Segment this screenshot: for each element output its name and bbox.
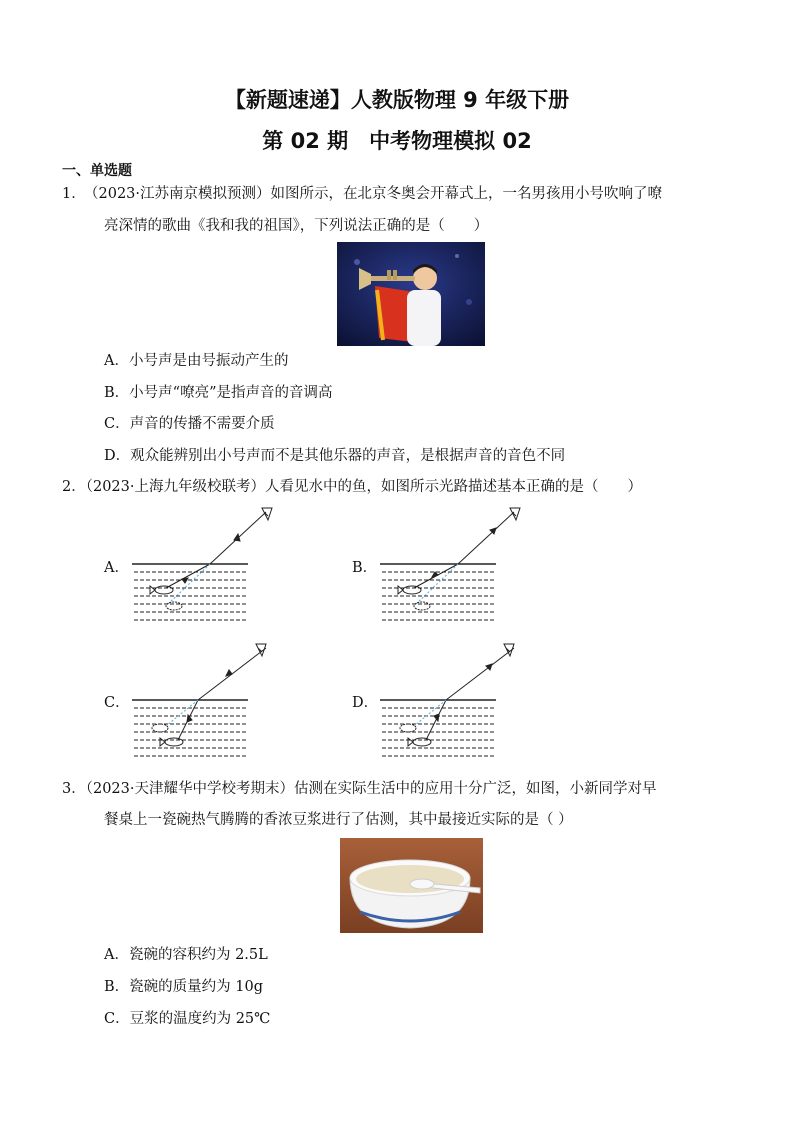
q1-option-a: A．小号声是由号振动产生的 [104,353,289,369]
q3-text-line2: 餐桌上一瓷碗热气腾腾的香浓豆浆进行了估测，其中最接近实际的是（ ） [104,812,573,828]
q1-text-line1: （2023·江苏南京模拟预测）如图所示，在北京冬奥会开幕式上，一名男孩用小号吹响了嘹 [84,186,663,202]
q2-diagram-d [378,636,528,761]
section-heading: 一、单选题 [62,163,132,179]
q3-text-line1: 3．（2023·天津耀华中学校考期末）估测在实际生活中的应用十分广泛，如图，小新同学对早 [62,781,657,797]
q3-option-b: B．瓷碗的质量约为 10g [104,979,263,995]
page-subtitle: 第 02 期 中考物理模拟 02 [262,129,532,153]
q2-label-c: C． [104,695,130,711]
trumpet-boy-photo [337,242,485,346]
q2-diagram-c [130,636,280,761]
q2-diagram-b [378,500,528,625]
q1-option-b: B．小号声“嘹亮”是指声音的音调高 [104,385,333,401]
q2-text: 2．（2023·上海九年级校联考）人看见水中的鱼，如图所示光路描述基本正确的是（ ） [62,479,642,495]
q2-label-d: D． [352,695,379,711]
q3-option-c: C．豆浆的温度约为 25℃ [104,1011,271,1027]
q1-option-c: C．声音的传播不需要介质 [104,416,275,432]
q2-diagram-a [130,500,280,625]
q1-option-d: D．观众能辨别出小号声而不是其他乐器的声音，是根据声音的音色不同 [104,448,566,464]
q2-label-b: B． [352,560,378,576]
q2-label-a: A． [104,560,129,576]
q3-option-a: A．瓷碗的容积约为 2.5L [104,947,268,963]
page-title: 【新题速递】人教版物理 9 年级下册 [224,88,570,112]
q1-number: 1． [62,186,86,202]
soymilk-bowl-photo [340,838,483,933]
q1-text-line2: 亮深情的歌曲《我和我的祖国》，下列说法正确的是（ ） [104,218,489,234]
